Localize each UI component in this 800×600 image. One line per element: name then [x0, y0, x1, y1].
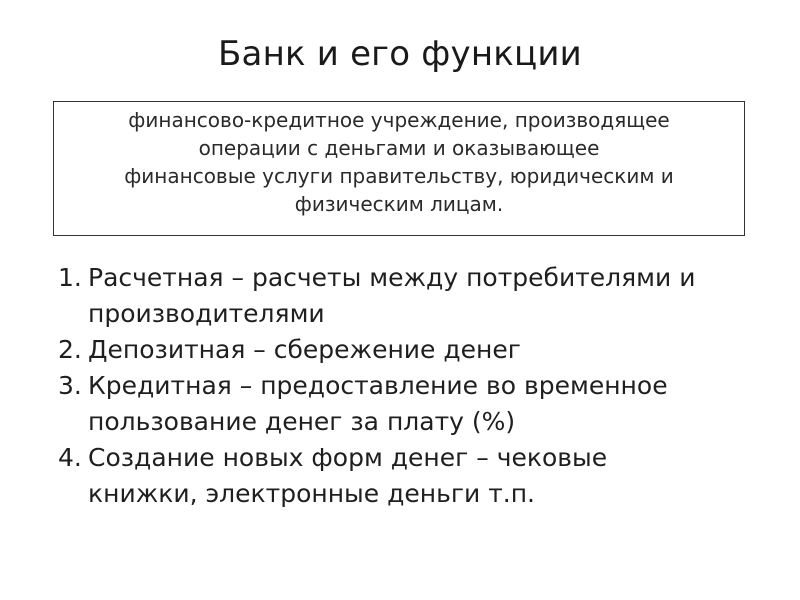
function-text-line: Создание новых форм денег – чековые [88, 443, 608, 472]
function-item [58, 260, 758, 332]
function-text-line: пользование денег за плату (%) [88, 407, 516, 436]
function-text-line: Депозитная – сбережение денег [88, 335, 521, 364]
definition-text [62, 106, 736, 218]
function-number: 1. [58, 263, 82, 292]
definition-line: финансово-кредитное учреждение, производящее [128, 108, 670, 132]
definition-line: операции с деньгами и оказывающее [198, 136, 600, 160]
definition-line: физическим лицам. [294, 192, 504, 216]
function-number: 4. [58, 443, 82, 472]
definition-box [53, 101, 745, 236]
function-text-line: книжки, электронные деньги т.п. [88, 479, 535, 508]
function-number: 2. [58, 335, 82, 364]
function-text-line: Кредитная – предоставление во временное [88, 371, 668, 400]
function-item [58, 440, 758, 512]
slide-title: Банк и его функции [218, 34, 582, 74]
function-text-line: производителями [88, 299, 325, 328]
function-number: 3. [58, 371, 82, 400]
definition-line: финансовые услуги правительству, юридическим и [124, 164, 674, 188]
function-item [58, 368, 758, 440]
function-text-line: Расчетная – расчеты между потребителями и [88, 263, 696, 292]
function-item [58, 332, 758, 368]
functions-list [58, 260, 758, 512]
